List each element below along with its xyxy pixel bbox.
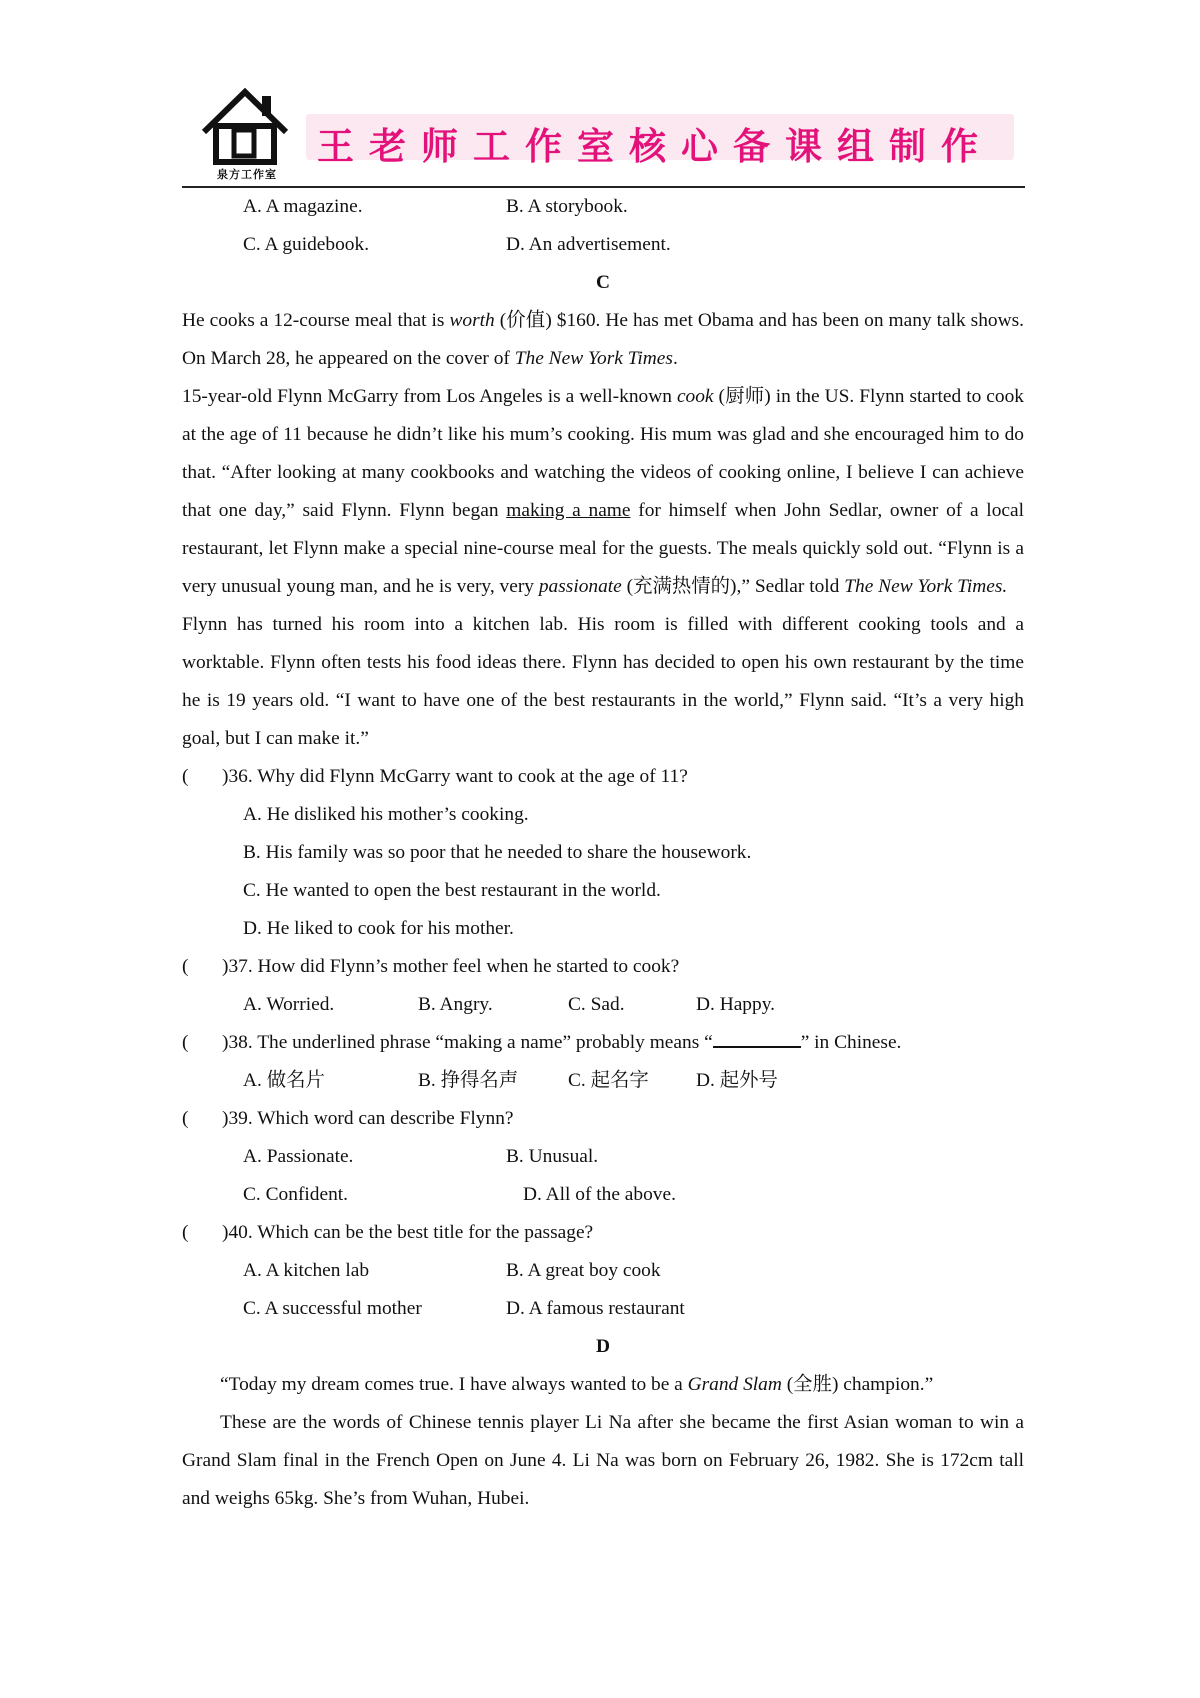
options-40-row-1 [182, 1252, 1024, 1290]
question-38 [182, 1024, 1024, 1062]
question-37 [182, 948, 1024, 986]
question-stem: )39. Which word can describe Flynn? [222, 1108, 514, 1129]
question-40 [182, 1214, 1024, 1252]
option-38-c: C. 起名字 [568, 1070, 649, 1091]
italic-word-cook: cook [676, 386, 714, 407]
prev-option-c: C. A guidebook. [243, 234, 370, 255]
option-36-c: C. He wanted to open the best restaurant in the world. [243, 880, 661, 901]
options-40-row-2 [182, 1290, 1024, 1328]
answer-bracket: ( [182, 766, 189, 787]
section-c-heading: C [595, 272, 610, 293]
text-run: “Today my dream comes true. I have always wanted to be a [220, 1374, 688, 1395]
italic-term-grand-slam: Grand Slam [687, 1374, 782, 1395]
option-39-a: A. Passionate. [243, 1146, 354, 1167]
prev-options-row-1 [182, 188, 1024, 226]
underlined-phrase: making a name [506, 500, 631, 521]
option-40-d: D. A famous restaurant [506, 1298, 685, 1319]
text-run: for himself when John Sedlar, owner of a local restaurant, let Flynn make a special nine-course meal for the guests. The meals quickly sold out. “Flynn is a very unusual young man, and he is very, very [182, 500, 1024, 597]
option-38-d: D. 起外号 [696, 1070, 778, 1091]
text-run: (价值) $160. He has met Obama and has been on many talk shows. On March 28, he appeared on the cover of [182, 310, 1024, 369]
answer-bracket: ( [182, 1222, 189, 1243]
option-40-c: C. A successful mother [243, 1298, 422, 1319]
question-39 [182, 1100, 1024, 1138]
italic-newspaper-title: The New York Times. [844, 576, 1008, 597]
italic-newspaper-title: The New York Times [514, 348, 673, 369]
text-run: 15-year-old Flynn McGarry from Los Angeles is a well-known [182, 386, 677, 407]
text-run: (厨师) in the US. Flynn started to cook at the age of 11 because he didn’t like his mum’s cooking. His mum was glad and she encouraged him to do that. “After looking at many cookbooks and watching the videos of cooking online, I believe I can achieve that one day,” said Flynn. Flynn began [182, 386, 1024, 521]
prev-option-d: D. An advertisement. [506, 234, 671, 255]
text-run: (充满热情的),” Sedlar told [621, 576, 845, 597]
option-37-d: D. Happy. [696, 994, 775, 1015]
question-stem: )38. The underlined phrase “making a name” probably means “ [222, 1032, 713, 1053]
prev-option-b: B. A storybook. [506, 196, 628, 217]
question-stem: )40. Which can be the best title for the passage? [222, 1222, 594, 1243]
options-38-row [182, 1062, 1024, 1100]
options-39-row-1 [182, 1138, 1024, 1176]
passage-d-paragraph-1 [182, 1366, 1024, 1404]
prev-option-a: A. A magazine. [243, 196, 363, 217]
question-stem-end: ” in Chinese. [800, 1032, 902, 1053]
option-37-b: B. Angry. [418, 994, 493, 1015]
option-39-b: B. Unusual. [506, 1146, 599, 1167]
option-40-a: A. A kitchen lab [243, 1260, 370, 1281]
passage-c-paragraph-3: Flynn has turned his room into a kitchen lab. His room is filled with different cooking tools and a worktable. Flynn often tests his food ideas there. Flynn has decided to open his own restaurant by the time he is 19 years old. “I want to have one of the best restaurants in the world,” Flynn said. “It’s a very high goal, but I can make it.” [182, 614, 1024, 749]
prev-options-row-2 [182, 226, 1024, 264]
passage-c-paragraph-1 [182, 302, 1024, 378]
passage-c-paragraph-2 [182, 378, 1024, 606]
page-content [182, 188, 1024, 1518]
section-d-heading: D [595, 1336, 610, 1357]
answer-bracket: ( [182, 956, 189, 977]
option-36-d: D. He liked to cook for his mother. [243, 918, 514, 939]
option-36-b: B. His family was so poor that he needed to share the housework. [243, 842, 752, 863]
banner-title: 王老师工作室核心备课组制作 [317, 125, 993, 168]
option-39-c: C. Confident. [243, 1184, 349, 1205]
logo-caption: 泉方工作室 [217, 168, 277, 181]
text-run: . [672, 348, 678, 369]
answer-bracket: ( [182, 1108, 189, 1129]
answer-bracket: ( [182, 1032, 189, 1053]
option-37-a: A. Worried. [243, 994, 335, 1015]
italic-word-passionate: passionate [538, 576, 622, 597]
text-run: (全胜) champion.” [781, 1374, 934, 1395]
text-run: He cooks a 12-course meal that is [182, 310, 450, 331]
passage-d-paragraph-2: These are the words of Chinese tennis player Li Na after she became the first Asian woman to win a Grand Slam final in the French Open on June 4. Li Na was born on February 26, 1982. She is 172cm tall and weighs 65kg. She’s from Wuhan, Hubei. [182, 1412, 1024, 1509]
question-stem: )37. How did Flynn’s mother feel when he started to cook? [222, 956, 680, 977]
option-38-b: B. 挣得名声 [418, 1070, 519, 1091]
page-header [182, 86, 1025, 184]
italic-word-worth: worth [449, 310, 495, 331]
options-37-row [182, 986, 1024, 1024]
option-38-a: A. 做名片 [243, 1070, 325, 1091]
answer-blank [713, 1026, 801, 1048]
option-39-d: D. All of the above. [523, 1184, 676, 1205]
options-39-row-2 [182, 1176, 1024, 1214]
option-36-a: A. He disliked his mother’s cooking. [243, 804, 529, 825]
question-36 [182, 758, 1024, 796]
option-37-c: C. Sad. [568, 994, 625, 1015]
option-40-b: B. A great boy cook [506, 1260, 661, 1281]
question-stem: )36. Why did Flynn McGarry want to cook at the age of 11? [222, 766, 688, 787]
